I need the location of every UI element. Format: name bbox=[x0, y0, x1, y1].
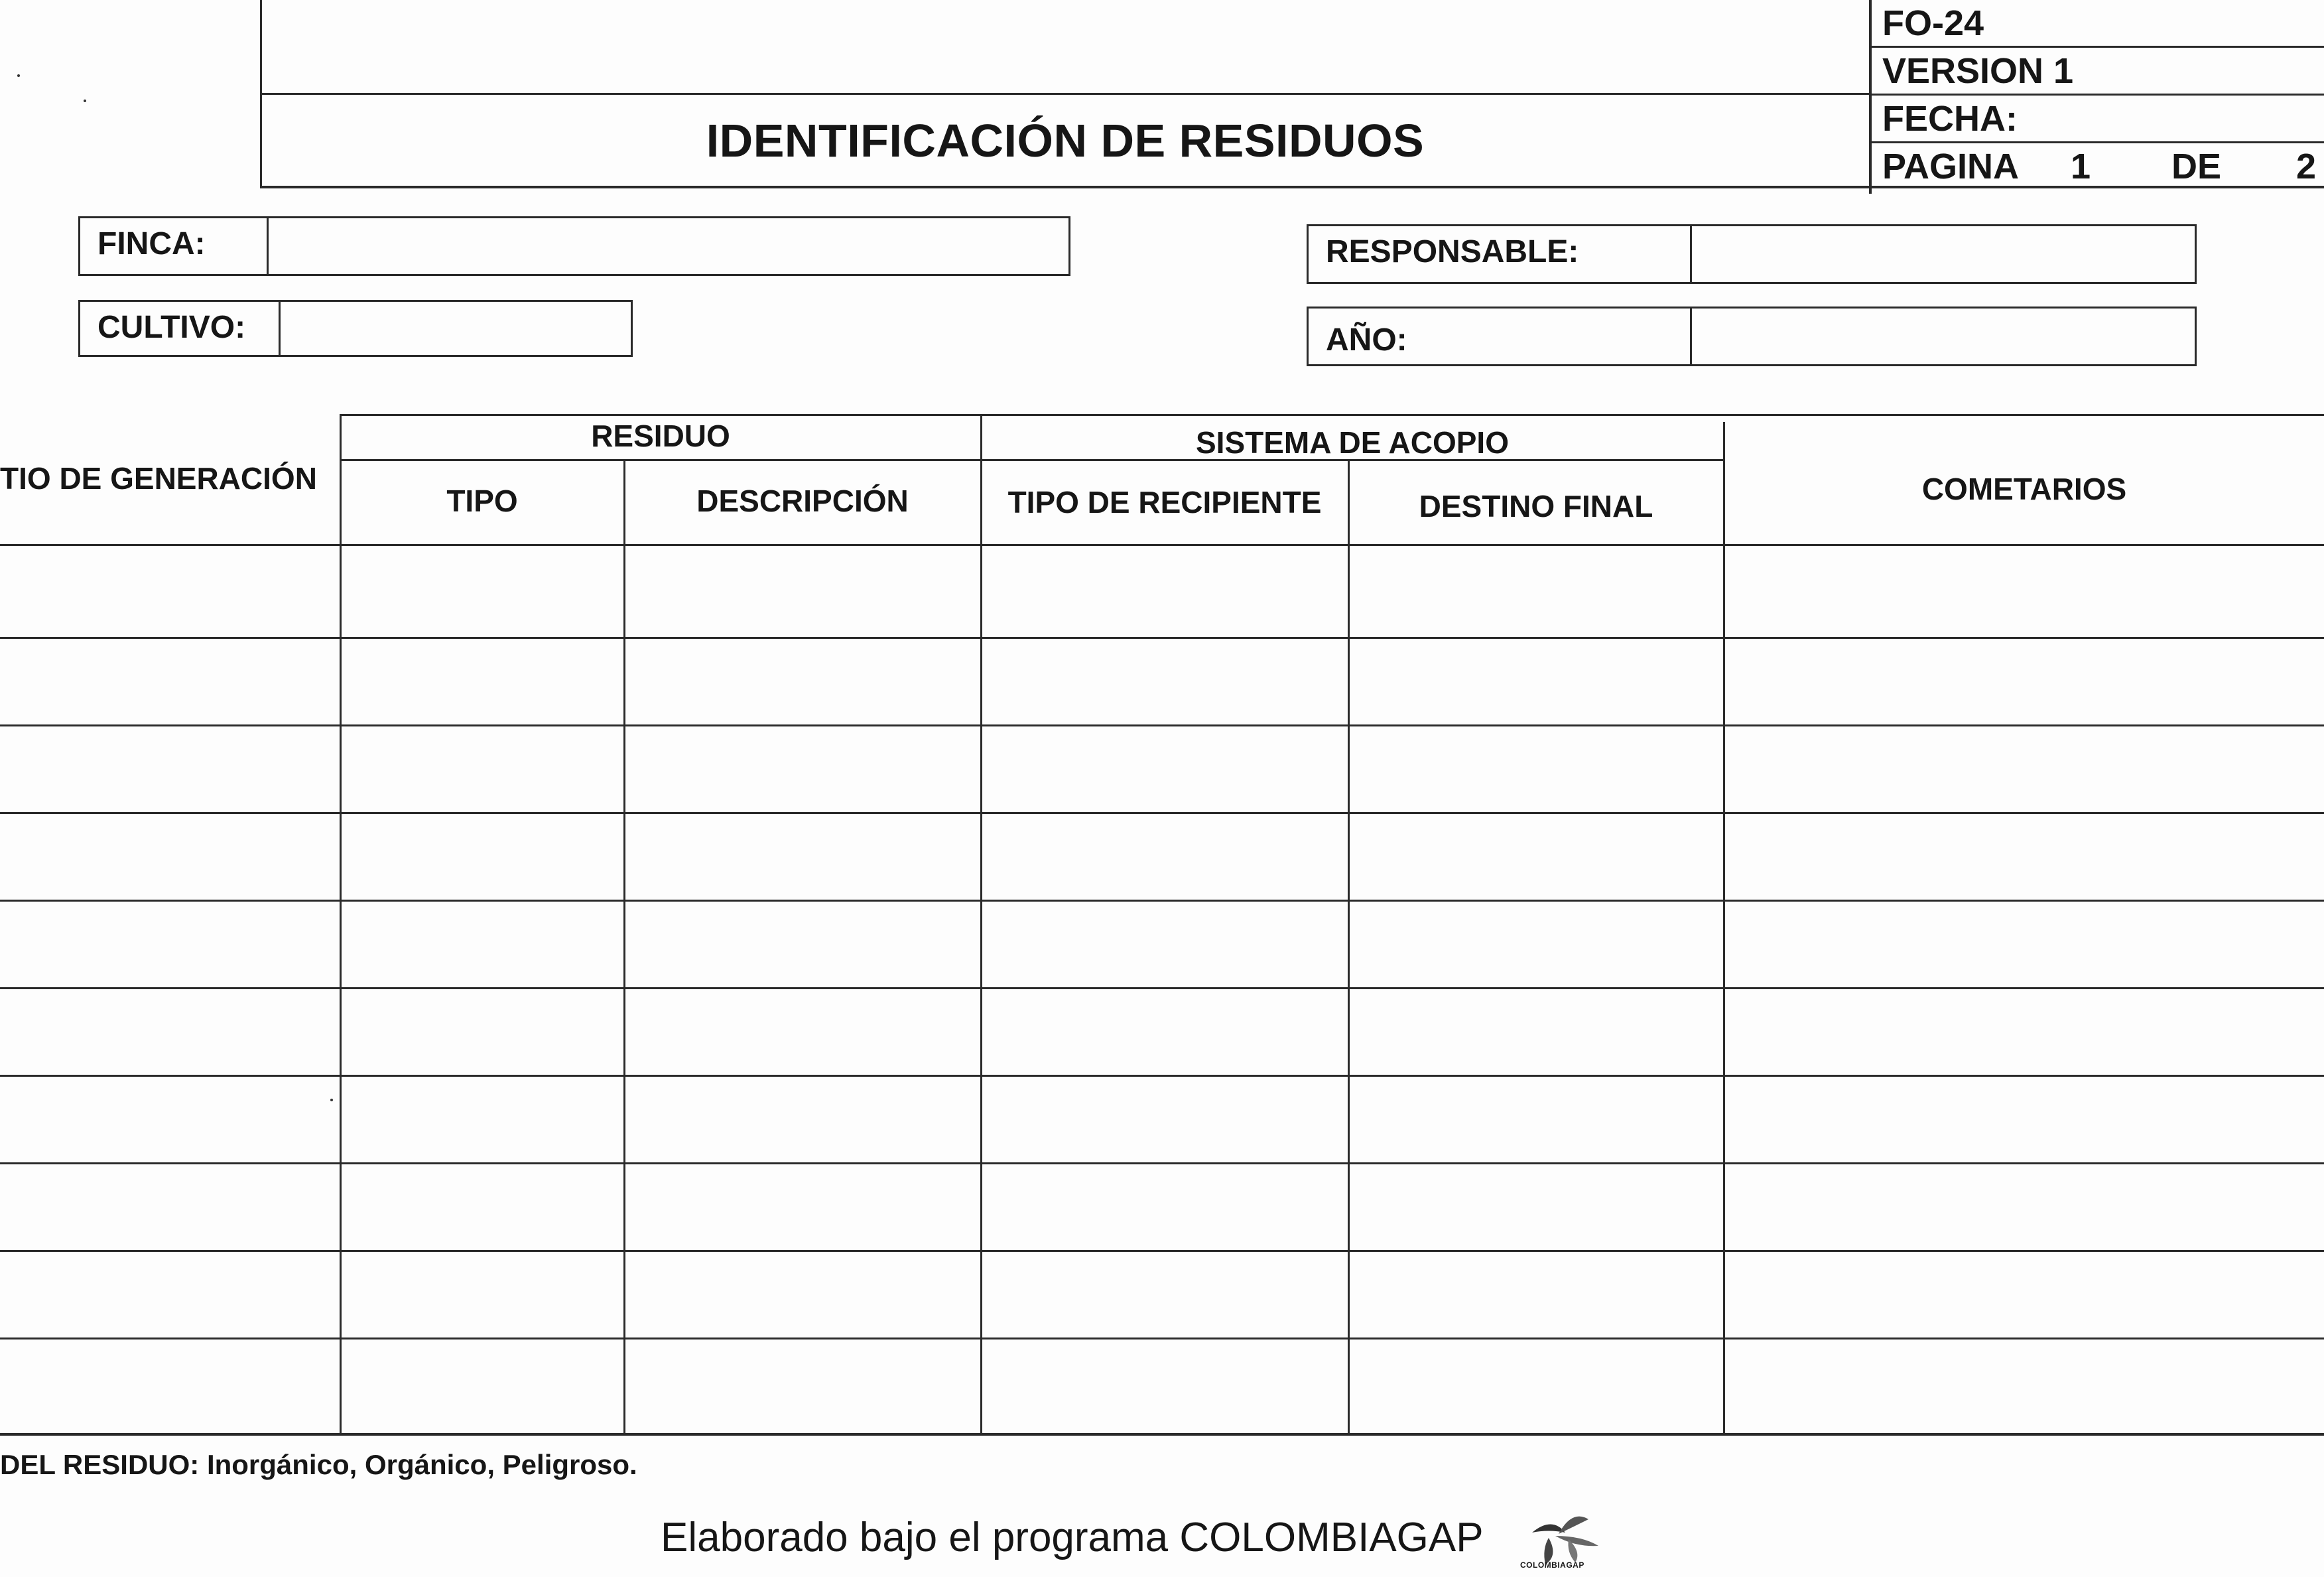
legend-text: Inorgánico, Orgánico, Peligroso. bbox=[206, 1449, 637, 1480]
page-of-label: DE bbox=[2171, 147, 2222, 186]
cultivo-field bbox=[78, 300, 633, 357]
responsable-field bbox=[1307, 224, 2197, 284]
header-comentarios: COMETARIOS bbox=[1921, 472, 2127, 506]
logo-text: COLOMBIAGAP bbox=[1520, 1560, 1584, 1570]
cultivo-label: CULTIVO: bbox=[80, 302, 281, 355]
form-version: VERSION 1 bbox=[1872, 48, 2324, 96]
anio-field bbox=[1307, 307, 2197, 366]
anio-input[interactable] bbox=[1692, 309, 2195, 364]
scan-speck bbox=[17, 74, 20, 77]
responsable-input[interactable] bbox=[1692, 226, 2195, 282]
header-descripcion: DESCRIPCIÓN bbox=[696, 484, 909, 518]
finca-field bbox=[78, 216, 1070, 276]
header-destino-final: DESTINO FINAL bbox=[1419, 489, 1653, 523]
scan-speck bbox=[84, 100, 86, 102]
col-divider bbox=[340, 414, 342, 1434]
cultivo-input[interactable] bbox=[281, 302, 631, 355]
row-line bbox=[0, 1250, 2324, 1252]
row-line bbox=[0, 637, 2324, 639]
page-indicator bbox=[1872, 143, 2324, 191]
col-divider bbox=[980, 414, 982, 1434]
waste-table bbox=[0, 414, 2324, 1436]
row-line bbox=[0, 812, 2324, 814]
page-current: 1 bbox=[2071, 147, 2091, 186]
col-divider bbox=[1723, 422, 1725, 1434]
page-total: 2 bbox=[2296, 147, 2317, 186]
header-bottom-border bbox=[0, 544, 2324, 546]
row-line bbox=[0, 1162, 2324, 1164]
header-residuo-group: RESIDUO bbox=[591, 419, 730, 453]
form-title: IDENTIFICACIÓN DE RESIDUOS bbox=[706, 115, 1425, 167]
form-code: FO-24 bbox=[1872, 0, 2324, 48]
table-top-border bbox=[341, 414, 2324, 416]
finca-label: FINCA: bbox=[80, 218, 269, 274]
header-tipo: TIPO bbox=[446, 484, 518, 518]
header-sitio: TIO DE GENERACIÓN bbox=[0, 461, 317, 496]
footer-text: Elaborado bajo el programa COLOMBIAGAP bbox=[661, 1515, 1484, 1560]
anio-label: AÑO: bbox=[1309, 309, 1692, 364]
col-divider bbox=[623, 459, 625, 1434]
page-label: PAGINA bbox=[1882, 147, 2020, 186]
header-acopio-group: SISTEMA DE ACOPIO bbox=[1196, 425, 1509, 460]
col-divider bbox=[1348, 459, 1350, 1434]
legend bbox=[0, 1449, 637, 1481]
finca-input[interactable] bbox=[269, 218, 1068, 274]
row-line bbox=[0, 724, 2324, 726]
row-line bbox=[0, 1337, 2324, 1339]
row-line bbox=[0, 987, 2324, 989]
document-control-box bbox=[1869, 0, 2324, 194]
legend-label: DEL RESIDUO: bbox=[0, 1449, 200, 1480]
table-bottom-border bbox=[0, 1433, 2324, 1436]
scan-speck bbox=[330, 1099, 333, 1101]
header-tipo-recipiente: TIPO DE RECIPIENTE bbox=[1007, 485, 1322, 519]
row-line bbox=[0, 1075, 2324, 1077]
header-divider bbox=[260, 93, 1870, 95]
form-date-label: FECHA: bbox=[1872, 96, 2324, 143]
row-line bbox=[0, 900, 2324, 902]
responsable-label: RESPONSABLE: bbox=[1309, 226, 1692, 282]
